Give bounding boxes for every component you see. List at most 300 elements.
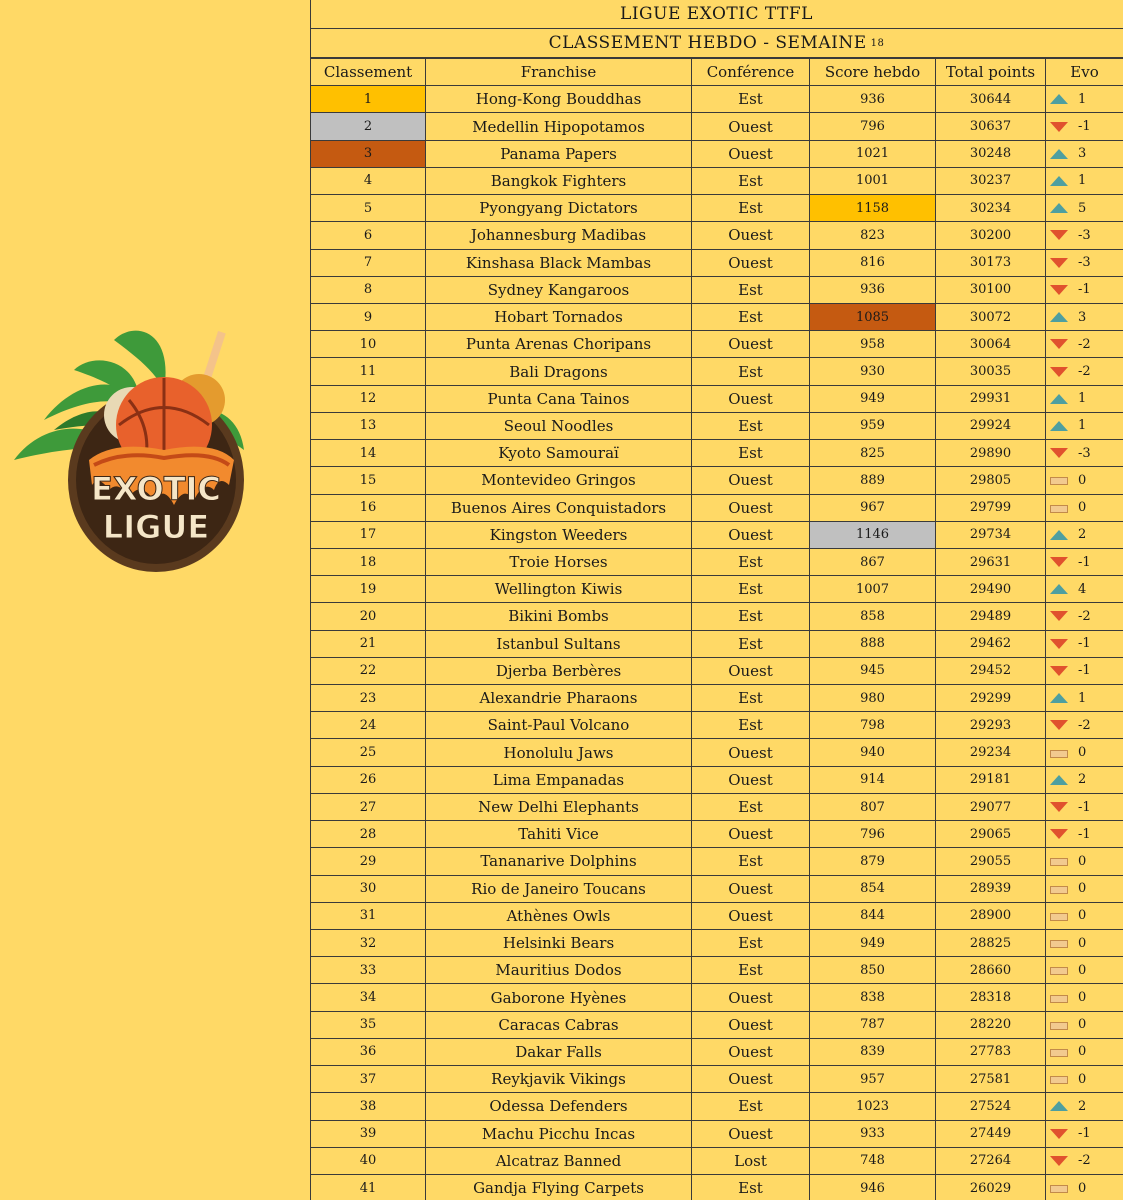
rank-cell[interactable]: 23 bbox=[311, 685, 426, 712]
score-hebdo-cell[interactable]: 980 bbox=[810, 685, 936, 712]
total-points-cell[interactable]: 28939 bbox=[936, 875, 1046, 902]
evo-value: -1 bbox=[1078, 119, 1091, 135]
conference-cell[interactable]: Est bbox=[692, 848, 810, 875]
col-header-classement[interactable]: Classement bbox=[311, 59, 426, 86]
table-row bbox=[311, 276, 1123, 303]
conference-cell[interactable]: Ouest bbox=[692, 494, 810, 521]
evo-value: 0 bbox=[1078, 1017, 1087, 1033]
conference-cell[interactable]: Ouest bbox=[692, 657, 810, 684]
total-points-cell[interactable]: 29924 bbox=[936, 412, 1046, 439]
evo-cell[interactable] bbox=[1046, 494, 1123, 521]
score-hebdo-cell[interactable]: 796 bbox=[810, 113, 936, 140]
conference-cell[interactable]: Est bbox=[692, 930, 810, 957]
total-points-cell[interactable]: 29489 bbox=[936, 603, 1046, 630]
total-points-cell[interactable]: 30064 bbox=[936, 331, 1046, 358]
evo-cell[interactable] bbox=[1046, 576, 1123, 603]
score-hebdo-cell[interactable]: 816 bbox=[810, 249, 936, 276]
franchise-cell[interactable]: Punta Cana Tainos bbox=[426, 385, 692, 412]
evo-value: -3 bbox=[1078, 445, 1091, 461]
total-points-cell[interactable]: 30072 bbox=[936, 303, 1046, 330]
franchise-cell[interactable]: Wellington Kiwis bbox=[426, 576, 692, 603]
franchise-cell[interactable]: Alcatraz Banned bbox=[426, 1147, 692, 1174]
conference-cell[interactable]: Ouest bbox=[692, 521, 810, 548]
score-hebdo-cell[interactable]: 888 bbox=[810, 630, 936, 657]
conference-cell[interactable]: Ouest bbox=[692, 821, 810, 848]
score-hebdo-cell[interactable]: 850 bbox=[810, 957, 936, 984]
evo-cell[interactable] bbox=[1046, 685, 1123, 712]
col-header-score-hebdo[interactable]: Score hebdo bbox=[810, 59, 936, 86]
evo-cell[interactable] bbox=[1046, 167, 1123, 194]
rank-cell[interactable]: 8 bbox=[311, 276, 426, 303]
score-hebdo-cell[interactable]: 914 bbox=[810, 766, 936, 793]
evo-cell[interactable] bbox=[1046, 1066, 1123, 1093]
franchise-cell[interactable]: Panama Papers bbox=[426, 140, 692, 167]
rank-cell[interactable]: 24 bbox=[311, 712, 426, 739]
franchise-cell[interactable]: Kinshasa Black Mambas bbox=[426, 249, 692, 276]
evo-value: -1 bbox=[1078, 663, 1091, 679]
conference-cell[interactable]: Est bbox=[692, 603, 810, 630]
franchise-cell[interactable]: Troie Horses bbox=[426, 548, 692, 575]
franchise-cell[interactable]: Helsinki Bears bbox=[426, 930, 692, 957]
evo-wrap bbox=[1046, 173, 1086, 188]
rank-cell[interactable]: 6 bbox=[311, 222, 426, 249]
conference-cell[interactable]: Est bbox=[692, 712, 810, 739]
flat-bar-icon bbox=[1050, 993, 1068, 1003]
conference-cell[interactable]: Est bbox=[692, 1093, 810, 1120]
conference-cell[interactable]: Ouest bbox=[692, 902, 810, 929]
total-points-cell[interactable]: 29452 bbox=[936, 657, 1046, 684]
evo-cell[interactable] bbox=[1046, 902, 1123, 929]
total-points-cell[interactable]: 30237 bbox=[936, 167, 1046, 194]
evo-wrap bbox=[1046, 881, 1086, 896]
score-hebdo-cell[interactable]: 879 bbox=[810, 848, 936, 875]
total-points-cell[interactable]: 29293 bbox=[936, 712, 1046, 739]
conference-cell[interactable]: Ouest bbox=[692, 331, 810, 358]
franchise-cell[interactable]: Bangkok Fighters bbox=[426, 167, 692, 194]
total-points-cell[interactable]: 28318 bbox=[936, 984, 1046, 1011]
franchise-cell[interactable]: New Delhi Elephants bbox=[426, 793, 692, 820]
evo-cell[interactable] bbox=[1046, 412, 1123, 439]
rank-cell[interactable]: 31 bbox=[311, 902, 426, 929]
evo-wrap bbox=[1046, 228, 1091, 243]
rank-cell[interactable]: 27 bbox=[311, 793, 426, 820]
conference-cell[interactable]: Est bbox=[692, 412, 810, 439]
score-hebdo-cell[interactable]: 1085 bbox=[810, 303, 936, 330]
franchise-cell[interactable]: Athènes Owls bbox=[426, 902, 692, 929]
franchise-cell[interactable]: Hong-Kong Bouddhas bbox=[426, 86, 692, 113]
evo-cell[interactable] bbox=[1046, 548, 1123, 575]
standings-sheet bbox=[310, 0, 1123, 1200]
franchise-cell[interactable]: Lima Empanadas bbox=[426, 766, 692, 793]
total-points-cell[interactable]: 29799 bbox=[936, 494, 1046, 521]
conference-cell[interactable]: Ouest bbox=[692, 140, 810, 167]
score-hebdo-cell[interactable]: 748 bbox=[810, 1147, 936, 1174]
franchise-cell[interactable]: Johannesburg Madibas bbox=[426, 222, 692, 249]
evo-wrap bbox=[1046, 527, 1086, 542]
rank-cell[interactable]: 35 bbox=[311, 1011, 426, 1038]
evo-cell[interactable] bbox=[1046, 222, 1123, 249]
evo-cell[interactable] bbox=[1046, 1120, 1123, 1147]
franchise-cell[interactable]: Tananarive Dolphins bbox=[426, 848, 692, 875]
score-hebdo-cell[interactable]: 1021 bbox=[810, 140, 936, 167]
rank-cell[interactable]: 20 bbox=[311, 603, 426, 630]
rank-cell[interactable]: 40 bbox=[311, 1147, 426, 1174]
conference-cell[interactable]: Ouest bbox=[692, 222, 810, 249]
evo-cell[interactable] bbox=[1046, 848, 1123, 875]
total-points-cell[interactable]: 27783 bbox=[936, 1038, 1046, 1065]
rank-cell[interactable]: 16 bbox=[311, 494, 426, 521]
rank-cell[interactable]: 11 bbox=[311, 358, 426, 385]
total-points-cell[interactable]: 27581 bbox=[936, 1066, 1046, 1093]
franchise-cell[interactable]: Caracas Cabras bbox=[426, 1011, 692, 1038]
evo-wrap bbox=[1046, 146, 1086, 161]
franchise-cell[interactable]: Saint-Paul Volcano bbox=[426, 712, 692, 739]
evo-cell[interactable] bbox=[1046, 358, 1123, 385]
franchise-cell[interactable]: Punta Arenas Choripans bbox=[426, 331, 692, 358]
franchise-cell[interactable]: Gandja Flying Carpets bbox=[426, 1174, 692, 1200]
rank-cell[interactable]: 25 bbox=[311, 739, 426, 766]
arrow-down-icon bbox=[1050, 802, 1068, 812]
evo-cell[interactable] bbox=[1046, 195, 1123, 222]
evo-cell[interactable] bbox=[1046, 793, 1123, 820]
conference-cell[interactable]: Ouest bbox=[692, 385, 810, 412]
evo-value: 0 bbox=[1078, 1071, 1087, 1087]
franchise-cell[interactable]: Alexandrie Pharaons bbox=[426, 685, 692, 712]
flat-bar-icon bbox=[1050, 1074, 1068, 1084]
total-points-cell[interactable]: 29077 bbox=[936, 793, 1046, 820]
conference-cell[interactable]: Lost bbox=[692, 1147, 810, 1174]
total-points-cell[interactable]: 30100 bbox=[936, 276, 1046, 303]
conference-cell[interactable]: Ouest bbox=[692, 1066, 810, 1093]
evo-cell[interactable] bbox=[1046, 1147, 1123, 1174]
score-hebdo-cell[interactable]: 949 bbox=[810, 385, 936, 412]
rank-cell[interactable]: 18 bbox=[311, 548, 426, 575]
col-header-total-points[interactable]: Total points bbox=[936, 59, 1046, 86]
conference-cell[interactable]: Ouest bbox=[692, 1011, 810, 1038]
evo-cell[interactable] bbox=[1046, 712, 1123, 739]
arrow-down-icon bbox=[1050, 448, 1068, 458]
franchise-cell[interactable]: Honolulu Jaws bbox=[426, 739, 692, 766]
total-points-cell[interactable]: 26029 bbox=[936, 1174, 1046, 1200]
score-hebdo-cell[interactable]: 1007 bbox=[810, 576, 936, 603]
evo-cell[interactable] bbox=[1046, 86, 1123, 113]
total-points-cell[interactable]: 30644 bbox=[936, 86, 1046, 113]
conference-cell[interactable]: Est bbox=[692, 86, 810, 113]
evo-wrap bbox=[1046, 1126, 1091, 1141]
evo-cell[interactable] bbox=[1046, 331, 1123, 358]
rank-cell[interactable]: 12 bbox=[311, 385, 426, 412]
rank-cell[interactable]: 14 bbox=[311, 440, 426, 467]
evo-cell[interactable] bbox=[1046, 385, 1123, 412]
total-points-cell[interactable]: 29181 bbox=[936, 766, 1046, 793]
table-row bbox=[311, 358, 1123, 385]
conference-cell[interactable]: Est bbox=[692, 793, 810, 820]
franchise-cell[interactable]: Sydney Kangaroos bbox=[426, 276, 692, 303]
evo-cell[interactable] bbox=[1046, 113, 1123, 140]
evo-cell[interactable] bbox=[1046, 657, 1123, 684]
franchise-cell[interactable]: Rio de Janeiro Toucans bbox=[426, 875, 692, 902]
evo-wrap bbox=[1046, 800, 1091, 815]
score-hebdo-cell[interactable]: 844 bbox=[810, 902, 936, 929]
evo-cell[interactable] bbox=[1046, 630, 1123, 657]
total-points-cell[interactable]: 29734 bbox=[936, 521, 1046, 548]
score-hebdo-cell[interactable]: 854 bbox=[810, 875, 936, 902]
total-points-cell[interactable]: 29055 bbox=[936, 848, 1046, 875]
score-hebdo-cell[interactable]: 1146 bbox=[810, 521, 936, 548]
evo-wrap bbox=[1046, 691, 1086, 706]
rank-cell[interactable]: 3 bbox=[311, 140, 426, 167]
flat-bar-icon bbox=[1050, 503, 1068, 513]
conference-cell[interactable]: Est bbox=[692, 303, 810, 330]
evo-cell[interactable] bbox=[1046, 521, 1123, 548]
evo-cell[interactable] bbox=[1046, 875, 1123, 902]
franchise-cell[interactable]: Bikini Bombs bbox=[426, 603, 692, 630]
total-points-cell[interactable]: 30637 bbox=[936, 113, 1046, 140]
rank-cell[interactable]: 13 bbox=[311, 412, 426, 439]
league-title-text: LIGUE EXOTIC TTFL bbox=[620, 4, 813, 24]
conference-cell[interactable]: Ouest bbox=[692, 875, 810, 902]
evo-cell[interactable] bbox=[1046, 603, 1123, 630]
evo-cell[interactable] bbox=[1046, 440, 1123, 467]
conference-cell[interactable]: Ouest bbox=[692, 766, 810, 793]
evo-wrap bbox=[1046, 473, 1086, 488]
conference-cell[interactable]: Ouest bbox=[692, 739, 810, 766]
rank-cell[interactable]: 9 bbox=[311, 303, 426, 330]
conference-cell[interactable]: Est bbox=[692, 630, 810, 657]
score-hebdo-cell[interactable]: 940 bbox=[810, 739, 936, 766]
evo-value: 0 bbox=[1078, 500, 1087, 516]
rank-cell[interactable]: 38 bbox=[311, 1093, 426, 1120]
franchise-cell[interactable]: Mauritius Dodos bbox=[426, 957, 692, 984]
franchise-cell[interactable]: Djerba Berbères bbox=[426, 657, 692, 684]
total-points-cell[interactable]: 29931 bbox=[936, 385, 1046, 412]
col-header-conference[interactable]: Conférence bbox=[692, 59, 810, 86]
rank-cell[interactable]: 41 bbox=[311, 1174, 426, 1200]
total-points-cell[interactable]: 29234 bbox=[936, 739, 1046, 766]
rank-cell[interactable]: 32 bbox=[311, 930, 426, 957]
franchise-cell[interactable]: Kyoto Samouraï bbox=[426, 440, 692, 467]
evo-wrap bbox=[1046, 1153, 1091, 1168]
evo-cell[interactable] bbox=[1046, 1011, 1123, 1038]
conference-cell[interactable]: Ouest bbox=[692, 467, 810, 494]
total-points-cell[interactable]: 30200 bbox=[936, 222, 1046, 249]
franchise-cell[interactable]: Istanbul Sultans bbox=[426, 630, 692, 657]
rank-cell[interactable]: 4 bbox=[311, 167, 426, 194]
franchise-cell[interactable]: Tahiti Vice bbox=[426, 821, 692, 848]
evo-cell[interactable] bbox=[1046, 249, 1123, 276]
evo-value: 2 bbox=[1078, 1098, 1087, 1114]
conference-cell[interactable]: Est bbox=[692, 358, 810, 385]
table-row bbox=[311, 685, 1123, 712]
franchise-cell[interactable]: Machu Picchu Incas bbox=[426, 1120, 692, 1147]
score-hebdo-cell[interactable]: 958 bbox=[810, 331, 936, 358]
rank-cell[interactable]: 34 bbox=[311, 984, 426, 1011]
evo-cell[interactable] bbox=[1046, 140, 1123, 167]
score-hebdo-cell[interactable]: 823 bbox=[810, 222, 936, 249]
rank-cell[interactable]: 2 bbox=[311, 113, 426, 140]
conference-cell[interactable]: Est bbox=[692, 167, 810, 194]
score-hebdo-cell[interactable]: 949 bbox=[810, 930, 936, 957]
table-row bbox=[311, 86, 1123, 113]
score-hebdo-cell[interactable]: 936 bbox=[810, 86, 936, 113]
evo-value: 3 bbox=[1078, 146, 1087, 162]
conference-cell[interactable]: Ouest bbox=[692, 113, 810, 140]
evo-wrap bbox=[1046, 282, 1091, 297]
score-hebdo-cell[interactable]: 1158 bbox=[810, 195, 936, 222]
score-hebdo-cell[interactable]: 889 bbox=[810, 467, 936, 494]
total-points-cell[interactable]: 30234 bbox=[936, 195, 1046, 222]
evo-cell[interactable] bbox=[1046, 766, 1123, 793]
franchise-cell[interactable]: Kingston Weeders bbox=[426, 521, 692, 548]
total-points-cell[interactable]: 28220 bbox=[936, 1011, 1046, 1038]
rank-cell[interactable]: 26 bbox=[311, 766, 426, 793]
rank-cell[interactable]: 1 bbox=[311, 86, 426, 113]
rank-cell[interactable]: 37 bbox=[311, 1066, 426, 1093]
conference-cell[interactable]: Ouest bbox=[692, 984, 810, 1011]
evo-cell[interactable] bbox=[1046, 739, 1123, 766]
franchise-cell[interactable]: Gaborone Hyènes bbox=[426, 984, 692, 1011]
rank-cell[interactable]: 36 bbox=[311, 1038, 426, 1065]
rank-cell[interactable]: 29 bbox=[311, 848, 426, 875]
total-points-cell[interactable]: 29065 bbox=[936, 821, 1046, 848]
conference-cell[interactable]: Est bbox=[692, 440, 810, 467]
score-hebdo-cell[interactable]: 967 bbox=[810, 494, 936, 521]
evo-value: -2 bbox=[1078, 608, 1091, 624]
evo-wrap bbox=[1046, 582, 1086, 597]
score-hebdo-cell[interactable]: 1023 bbox=[810, 1093, 936, 1120]
rank-cell[interactable]: 10 bbox=[311, 331, 426, 358]
score-hebdo-cell[interactable]: 807 bbox=[810, 793, 936, 820]
total-points-cell[interactable]: 28825 bbox=[936, 930, 1046, 957]
rank-cell[interactable]: 39 bbox=[311, 1120, 426, 1147]
table-row bbox=[311, 603, 1123, 630]
evo-cell[interactable] bbox=[1046, 1174, 1123, 1200]
evo-cell[interactable] bbox=[1046, 821, 1123, 848]
evo-cell[interactable] bbox=[1046, 276, 1123, 303]
score-hebdo-cell[interactable]: 1001 bbox=[810, 167, 936, 194]
evo-wrap bbox=[1046, 908, 1086, 923]
score-hebdo-cell[interactable]: 839 bbox=[810, 1038, 936, 1065]
evo-cell[interactable] bbox=[1046, 930, 1123, 957]
franchise-cell[interactable]: Seoul Noodles bbox=[426, 412, 692, 439]
conference-cell[interactable]: Est bbox=[692, 576, 810, 603]
franchise-cell[interactable]: Montevideo Gringos bbox=[426, 467, 692, 494]
table-row bbox=[311, 440, 1123, 467]
total-points-cell[interactable]: 29890 bbox=[936, 440, 1046, 467]
conference-cell[interactable]: Est bbox=[692, 276, 810, 303]
score-hebdo-cell[interactable]: 838 bbox=[810, 984, 936, 1011]
score-hebdo-cell[interactable]: 957 bbox=[810, 1066, 936, 1093]
total-points-cell[interactable]: 27524 bbox=[936, 1093, 1046, 1120]
rank-cell[interactable]: 15 bbox=[311, 467, 426, 494]
evo-wrap bbox=[1046, 718, 1091, 733]
score-hebdo-cell[interactable]: 933 bbox=[810, 1120, 936, 1147]
score-hebdo-cell[interactable]: 930 bbox=[810, 358, 936, 385]
total-points-cell[interactable]: 29299 bbox=[936, 685, 1046, 712]
rank-cell[interactable]: 33 bbox=[311, 957, 426, 984]
score-hebdo-cell[interactable]: 825 bbox=[810, 440, 936, 467]
evo-cell[interactable] bbox=[1046, 1038, 1123, 1065]
total-points-cell[interactable]: 30035 bbox=[936, 358, 1046, 385]
franchise-cell[interactable]: Reykjavik Vikings bbox=[426, 1066, 692, 1093]
total-points-cell[interactable]: 29462 bbox=[936, 630, 1046, 657]
col-header-franchise[interactable]: Franchise bbox=[426, 59, 692, 86]
table-row bbox=[311, 167, 1123, 194]
franchise-cell[interactable]: Odessa Defenders bbox=[426, 1093, 692, 1120]
total-points-cell[interactable]: 29490 bbox=[936, 576, 1046, 603]
rank-cell[interactable]: 28 bbox=[311, 821, 426, 848]
score-hebdo-cell[interactable]: 959 bbox=[810, 412, 936, 439]
franchise-cell[interactable]: Bali Dragons bbox=[426, 358, 692, 385]
rank-cell[interactable]: 19 bbox=[311, 576, 426, 603]
score-hebdo-cell[interactable]: 946 bbox=[810, 1174, 936, 1200]
total-points-cell[interactable]: 29805 bbox=[936, 467, 1046, 494]
total-points-cell[interactable]: 27449 bbox=[936, 1120, 1046, 1147]
score-hebdo-cell[interactable]: 858 bbox=[810, 603, 936, 630]
rank-cell[interactable]: 5 bbox=[311, 195, 426, 222]
total-points-cell[interactable]: 30173 bbox=[936, 249, 1046, 276]
rank-cell[interactable]: 22 bbox=[311, 657, 426, 684]
arrow-down-icon bbox=[1050, 230, 1068, 240]
franchise-cell[interactable]: Hobart Tornados bbox=[426, 303, 692, 330]
flat-bar-icon bbox=[1050, 1183, 1068, 1193]
score-hebdo-cell[interactable]: 798 bbox=[810, 712, 936, 739]
conference-cell[interactable]: Est bbox=[692, 685, 810, 712]
conference-cell[interactable]: Est bbox=[692, 1174, 810, 1200]
score-hebdo-cell[interactable]: 945 bbox=[810, 657, 936, 684]
evo-cell[interactable] bbox=[1046, 467, 1123, 494]
total-points-cell[interactable]: 30248 bbox=[936, 140, 1046, 167]
score-hebdo-cell[interactable]: 936 bbox=[810, 276, 936, 303]
rank-cell[interactable]: 30 bbox=[311, 875, 426, 902]
conference-cell[interactable]: Ouest bbox=[692, 1038, 810, 1065]
rank-cell[interactable]: 7 bbox=[311, 249, 426, 276]
score-hebdo-cell[interactable]: 787 bbox=[810, 1011, 936, 1038]
score-hebdo-cell[interactable]: 796 bbox=[810, 821, 936, 848]
total-points-cell[interactable]: 28660 bbox=[936, 957, 1046, 984]
franchise-cell[interactable]: Buenos Aires Conquistadors bbox=[426, 494, 692, 521]
rank-cell[interactable]: 21 bbox=[311, 630, 426, 657]
franchise-cell[interactable]: Medellin Hipopotamos bbox=[426, 113, 692, 140]
arrow-down-icon bbox=[1050, 367, 1068, 377]
evo-cell[interactable] bbox=[1046, 984, 1123, 1011]
table-row bbox=[311, 848, 1123, 875]
conference-cell[interactable]: Est bbox=[692, 548, 810, 575]
table-row bbox=[311, 331, 1123, 358]
franchise-cell[interactable]: Dakar Falls bbox=[426, 1038, 692, 1065]
table-row bbox=[311, 984, 1123, 1011]
evo-cell[interactable] bbox=[1046, 1093, 1123, 1120]
conference-cell[interactable]: Ouest bbox=[692, 249, 810, 276]
conference-cell[interactable]: Est bbox=[692, 957, 810, 984]
conference-cell[interactable]: Est bbox=[692, 195, 810, 222]
evo-cell[interactable] bbox=[1046, 957, 1123, 984]
rank-cell[interactable]: 17 bbox=[311, 521, 426, 548]
score-hebdo-cell[interactable]: 867 bbox=[810, 548, 936, 575]
total-points-cell[interactable]: 27264 bbox=[936, 1147, 1046, 1174]
table-row bbox=[311, 630, 1123, 657]
col-header-evo[interactable]: Evo bbox=[1046, 59, 1123, 86]
evo-wrap bbox=[1046, 609, 1091, 624]
evo-cell[interactable] bbox=[1046, 303, 1123, 330]
total-points-cell[interactable]: 29631 bbox=[936, 548, 1046, 575]
conference-cell[interactable]: Ouest bbox=[692, 1120, 810, 1147]
evo-value: 0 bbox=[1078, 745, 1087, 761]
arrow-down-icon bbox=[1050, 339, 1068, 349]
evo-wrap bbox=[1046, 337, 1091, 352]
total-points-cell[interactable]: 28900 bbox=[936, 902, 1046, 929]
franchise-cell[interactable]: Pyongyang Dictators bbox=[426, 195, 692, 222]
